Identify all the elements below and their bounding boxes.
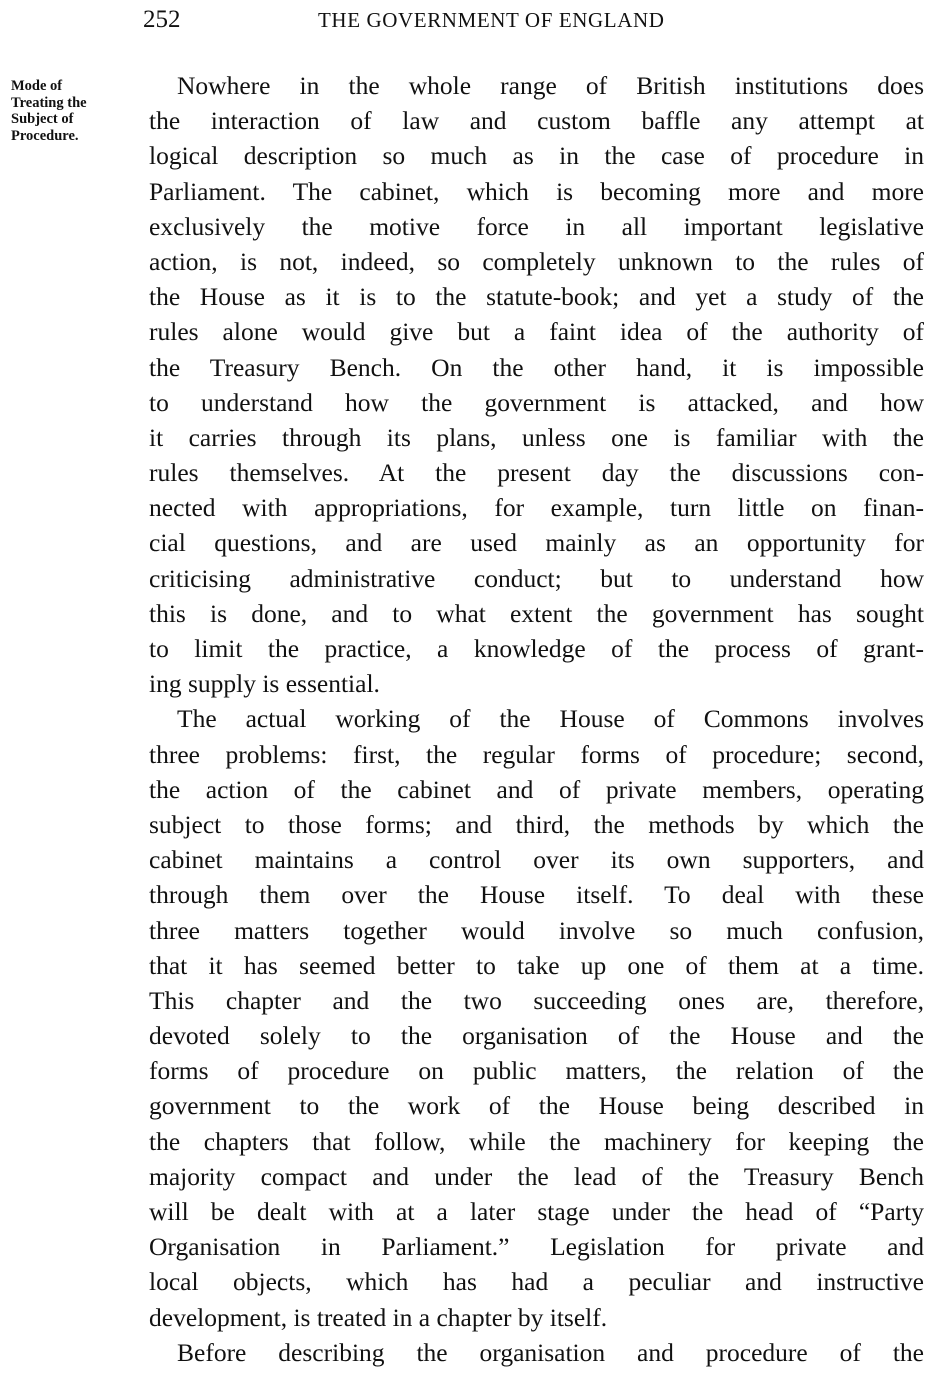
text-line: the chapters that follow, while the machinery for keeping the [149, 1126, 924, 1156]
running-title: THE GOVERNMENT OF ENGLAND [318, 8, 665, 32]
text-line: to understand how the government is attacked, and how [149, 387, 924, 417]
text-line: three problems: first, the regular forms of procedure; second, [149, 739, 924, 769]
text-line: rules alone would give but a faint idea of the authority of [149, 317, 924, 347]
text-line: the Treasury Bench. On the other hand, it is impossible [149, 352, 924, 382]
text-line: cial questions, and are used mainly as an opportunity for [149, 528, 924, 558]
text-line: forms of procedure on public matters, the relation of the [149, 1056, 924, 1086]
text-line: logical description so much as in the case of procedure in [149, 141, 924, 171]
margin-sidenote [11, 78, 139, 144]
text-line: criticising administrative conduct; but to understand how [149, 563, 924, 593]
text-line: ing supply is essential. [149, 669, 380, 699]
text-line: Before describing the organisation and procedure of the [177, 1337, 924, 1367]
text-line: cabinet maintains a control over its own supporters, and [149, 845, 924, 875]
running-head [0, 4, 942, 36]
sidenote-line: Treating the [11, 94, 87, 111]
text-line: majority compact and under the lead of the Treasury Bench [149, 1161, 924, 1191]
paragraph [149, 68, 924, 701]
paragraph [149, 1335, 924, 1370]
body-text [149, 68, 924, 1370]
text-line: rules themselves. At the present day the discussions con- [149, 458, 924, 488]
text-line: subject to those forms; and third, the methods by which the [149, 809, 924, 839]
page-number: 252 [143, 6, 181, 33]
text-line: government to the work of the House being described in [149, 1091, 924, 1121]
text-line: that it has seemed better to take up one of them at a time. [149, 950, 924, 980]
text-line: exclusively the motive force in all important legislative [149, 211, 924, 241]
text-line: nected with appropriations, for example, turn little on finan- [149, 493, 924, 523]
paragraph [149, 701, 924, 1334]
text-line: development, is treated in a chapter by itself. [149, 1302, 608, 1332]
text-line: through them over the House itself. To deal with these [149, 880, 924, 910]
text-line: The actual working of the House of Commons involves [177, 704, 924, 734]
text-line: Parliament. The cabinet, which is becoming more and more [149, 176, 924, 206]
sidenote-line: Subject of [11, 111, 74, 127]
text-line: Organisation in Parliament.” Legislation for private and [149, 1232, 924, 1262]
sidenote-line: Mode of [11, 78, 63, 94]
text-line: action, is not, indeed, so completely unknown to the rules of [149, 246, 924, 276]
text-line: devoted solely to the organisation of the House and the [149, 1021, 924, 1051]
text-line: three matters together would involve so much confusion, [149, 915, 924, 945]
text-line: This chapter and the two succeeding ones are, therefore, [149, 985, 924, 1015]
text-line: it carries through its plans, unless one is familiar with the [149, 422, 924, 452]
text-line: the interaction of law and custom baffle any attempt at [149, 106, 924, 136]
text-line: the action of the cabinet and of private members, operating [149, 774, 924, 804]
text-line: will be dealt with at a later stage under the head of “Party [149, 1197, 924, 1226]
sidenote-line: Procedure. [11, 127, 79, 144]
text-line: local objects, which has had a peculiar and instructive [149, 1267, 924, 1297]
text-line: Nowhere in the whole range of British institutions does [177, 71, 924, 100]
text-line: this is done, and to what extent the government has sought [149, 598, 924, 628]
text-line: the House as it is to the statute-book; and yet a study of the [149, 282, 924, 312]
text-line: to limit the practice, a knowledge of the process of grant- [149, 634, 924, 663]
